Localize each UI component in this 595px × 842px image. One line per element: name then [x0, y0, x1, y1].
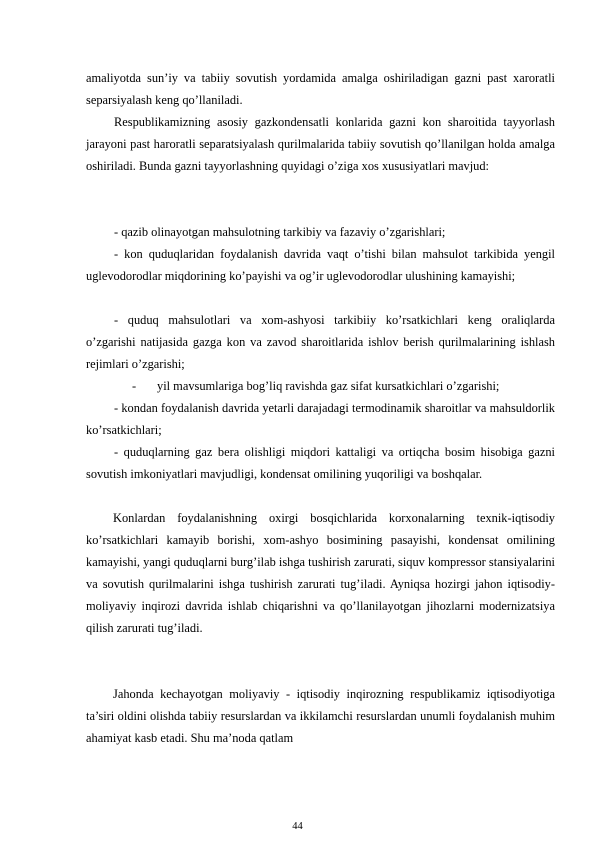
paragraph-intro: Respublikamizning asosiy gazkondensatli konlarida gazni kon sharoitida tayyorlash jarayoni past haroratli separatsiyalash qurilmalarida tabiiy sovutish qo’llanilgan holda amalga oshiriladi. Bunda gazni tayyorlashning quyidagi o’ziga xos xususiyatlari mavjud: — [86, 115, 555, 174]
list-item-1: - qazib olinayotgan mahsulotning tarkibiy va fazaviy o’zgarishlari; — [114, 225, 446, 239]
dash-item-text: yil mavsumlariga bog’liq ravishda gaz sifat kursatkichlari o’zgarishi; — [157, 379, 500, 393]
dash-marker: - — [132, 379, 137, 393]
paragraph-jahonda: Jahonda kechayotgan moliyaviy - iqtisodiy inqirozning respublikamiz iqtisodiyotiga ta’siri oldini olishda tabiiy resurslardan va ikkilamchi resurslardan unumli foydalanish muhim ahamiyat kasb etadi. Shu ma’noda qatlam — [86, 687, 555, 746]
list-item-2: - kon quduqlaridan foydalanish davrida vaqt o’tishi bilan mahsulot tarkibida yengil uglevodorodlar miqdorining ko’payishi va og’ir uglevodorodlar ulushining kamayishi; — [86, 247, 555, 284]
paragraph-konlardan: Konlardan foydalanishning oxirgi bosqichlarida korxonalarning texnik-iqtisodiy ko’rsatkichlari kamayib borishi, xom-ashyo bosimining pasayishi, kondensat omilining kamayishi, yangi quduqlarni burg’ilab ishga tushirish zarurati, siquv kompressor stansiyalarini va sovutish qurilmalarini ishga tushirish zarurati tug’iladi. Ayniqsa hozirgi jahon iqtisodiy-moliyaviy inqirozi davrida ishlab chiqarishni va qo’llanilayotgan jihozlarni modernizatsiya qilish zarurati tug’iladi. — [86, 511, 555, 636]
list-item-5: - kondan foydalanish davrida yetarli darajadagi termodinamik sharoitlar va mahsuldorlik ko’rsatkichlari; — [86, 401, 555, 438]
page-number: 44 — [292, 821, 303, 832]
list-item-3: - quduq mahsulotlari va xom-ashyosi tarkibiiy ko’rsatkichlari keng oraliqlarda o’zgarishi natijasida gazga kon va zavod sharoitlarida ishlov berish qurilmalarining ishlash rejimlari o’zgarishi; — [86, 313, 555, 372]
list-item-6: - quduqlarning gaz bera olishligi miqdori kattaligi va ortiqcha bosim hisobiga gazni sovutish imkoniyatlari mavjudligi, kondensat omilining yuqoriligi va boshqalar. — [86, 445, 555, 482]
paragraph-continuation: amaliyotda sun’iy va tabiiy sovutish yordamida amalga oshiriladigan gazni past xaroratli separsiyalash keng qo’llaniladi. — [86, 71, 555, 108]
